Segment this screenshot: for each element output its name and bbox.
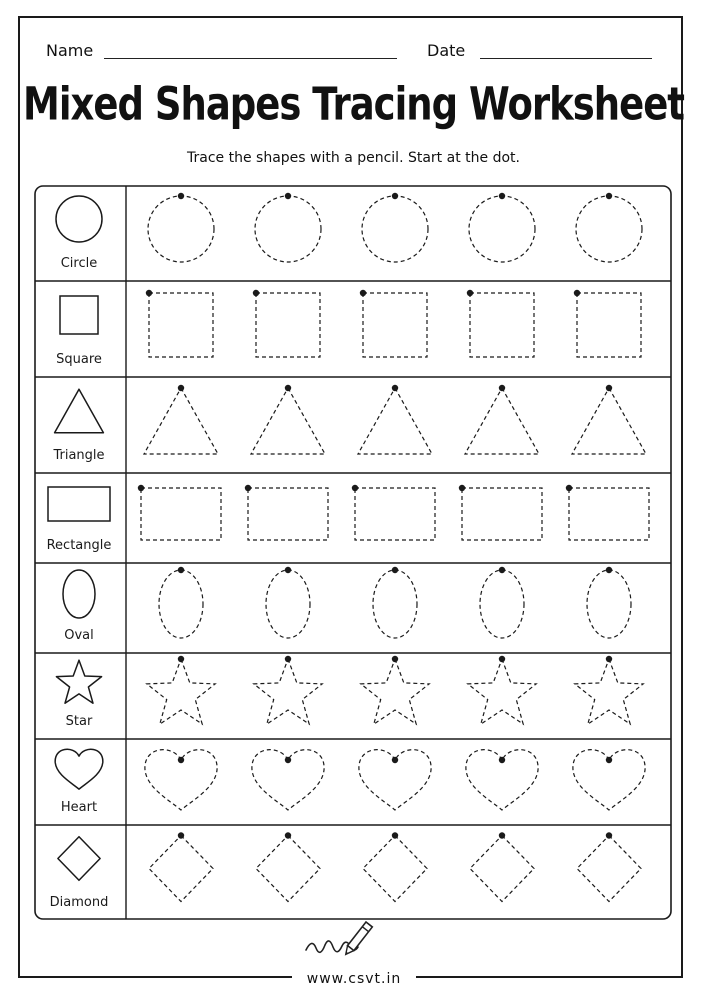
start-dot: [606, 193, 612, 199]
shape-row-heart: [35, 739, 671, 815]
rectangle-trace[interactable]: [245, 485, 328, 540]
heart-trace[interactable]: [145, 750, 217, 810]
shape-row-triangle: [35, 377, 671, 463]
page-title: Mixed Shapes Tracing Worksheet: [23, 78, 684, 131]
rectangle-trace[interactable]: [566, 485, 649, 540]
start-dot: [146, 290, 152, 296]
heart-trace[interactable]: [359, 750, 431, 810]
rectangle-label: Rectangle: [46, 538, 112, 553]
circle-label: Circle: [60, 256, 98, 271]
start-dot: [178, 385, 184, 391]
start-dot: [138, 485, 144, 491]
start-dot: [392, 193, 398, 199]
tracing-grid: [34, 185, 674, 921]
start-dot: [392, 757, 398, 763]
rectangle-trace[interactable]: [138, 485, 221, 540]
start-dot: [606, 757, 612, 763]
start-dot: [285, 193, 291, 199]
circle-sample-icon: [56, 196, 102, 242]
instructions-text: Trace the shapes with a pencil. Start at the dot.: [187, 150, 520, 166]
name-label: Name: [46, 41, 94, 60]
pencil-doodle-icon: [300, 920, 400, 962]
start-dot: [499, 757, 505, 763]
start-dot: [178, 757, 184, 763]
square-label: Square: [56, 352, 102, 367]
oval-trace[interactable]: [480, 567, 524, 638]
heart-trace[interactable]: [573, 750, 645, 810]
footer-url: www.csvt.in: [292, 968, 416, 990]
shape-row-square: [35, 281, 671, 367]
triangle-trace[interactable]: [358, 385, 432, 454]
diamond-trace[interactable]: [577, 832, 641, 901]
oval-trace[interactable]: [587, 567, 631, 638]
start-dot: [285, 567, 291, 573]
start-dot: [392, 385, 398, 391]
star-label: Star: [65, 714, 93, 729]
diamond-trace[interactable]: [470, 832, 534, 901]
start-dot: [253, 290, 259, 296]
start-dot: [392, 567, 398, 573]
start-dot: [285, 656, 291, 662]
star-trace[interactable]: [361, 656, 429, 724]
start-dot: [606, 656, 612, 662]
oval-trace[interactable]: [159, 567, 203, 638]
circle-trace[interactable]: [362, 193, 428, 262]
start-dot: [499, 385, 505, 391]
oval-label: Oval: [64, 628, 94, 643]
start-dot: [499, 656, 505, 662]
square-trace[interactable]: [467, 290, 534, 357]
oval-trace[interactable]: [373, 567, 417, 638]
start-dot: [459, 485, 465, 491]
start-dot: [566, 485, 572, 491]
oval-sample-icon: [63, 570, 95, 618]
start-dot: [352, 485, 358, 491]
start-dot: [574, 290, 580, 296]
heart-sample-icon: [55, 749, 103, 789]
triangle-sample-icon: [55, 389, 104, 433]
heart-trace[interactable]: [252, 750, 324, 810]
shape-row-diamond: [35, 825, 671, 910]
square-trace[interactable]: [360, 290, 427, 357]
diamond-label: Diamond: [49, 895, 109, 910]
shape-row-star: [35, 653, 671, 729]
oval-trace[interactable]: [266, 567, 310, 638]
start-dot: [178, 567, 184, 573]
square-trace[interactable]: [146, 290, 213, 357]
square-trace[interactable]: [253, 290, 320, 357]
triangle-label: Triangle: [53, 448, 105, 463]
start-dot: [178, 832, 184, 838]
rectangle-trace[interactable]: [459, 485, 542, 540]
start-dot: [392, 832, 398, 838]
diamond-trace[interactable]: [256, 832, 320, 901]
start-dot: [178, 656, 184, 662]
start-dot: [606, 832, 612, 838]
heart-trace[interactable]: [466, 750, 538, 810]
circle-trace[interactable]: [255, 193, 321, 262]
start-dot: [285, 757, 291, 763]
star-trace[interactable]: [575, 656, 643, 724]
date-label: Date: [427, 41, 466, 60]
start-dot: [285, 385, 291, 391]
start-dot: [178, 193, 184, 199]
start-dot: [392, 656, 398, 662]
date-input-line[interactable]: [480, 58, 652, 59]
rectangle-sample-icon: [48, 487, 110, 521]
start-dot: [606, 385, 612, 391]
circle-trace[interactable]: [148, 193, 214, 262]
heart-label: Heart: [60, 800, 98, 815]
star-trace[interactable]: [468, 656, 536, 724]
star-sample-icon: [56, 660, 101, 703]
diamond-trace[interactable]: [149, 832, 213, 901]
triangle-trace[interactable]: [572, 385, 646, 454]
shape-row-circle: [56, 193, 642, 271]
star-trace[interactable]: [147, 656, 215, 724]
shape-row-rectangle: [35, 473, 671, 553]
start-dot: [499, 832, 505, 838]
start-dot: [499, 567, 505, 573]
diamond-sample-icon: [58, 837, 100, 881]
triangle-trace[interactable]: [251, 385, 325, 454]
rectangle-trace[interactable]: [352, 485, 435, 540]
square-sample-icon: [60, 296, 98, 334]
name-input-line[interactable]: [104, 58, 397, 59]
start-dot: [499, 193, 505, 199]
start-dot: [360, 290, 366, 296]
circle-trace[interactable]: [576, 193, 642, 262]
shape-row-oval: [35, 563, 671, 643]
star-trace[interactable]: [254, 656, 322, 724]
diamond-trace[interactable]: [363, 832, 427, 901]
square-trace[interactable]: [574, 290, 641, 357]
circle-trace[interactable]: [469, 193, 535, 262]
start-dot: [467, 290, 473, 296]
triangle-trace[interactable]: [144, 385, 218, 454]
start-dot: [606, 567, 612, 573]
start-dot: [245, 485, 251, 491]
triangle-trace[interactable]: [465, 385, 539, 454]
start-dot: [285, 832, 291, 838]
